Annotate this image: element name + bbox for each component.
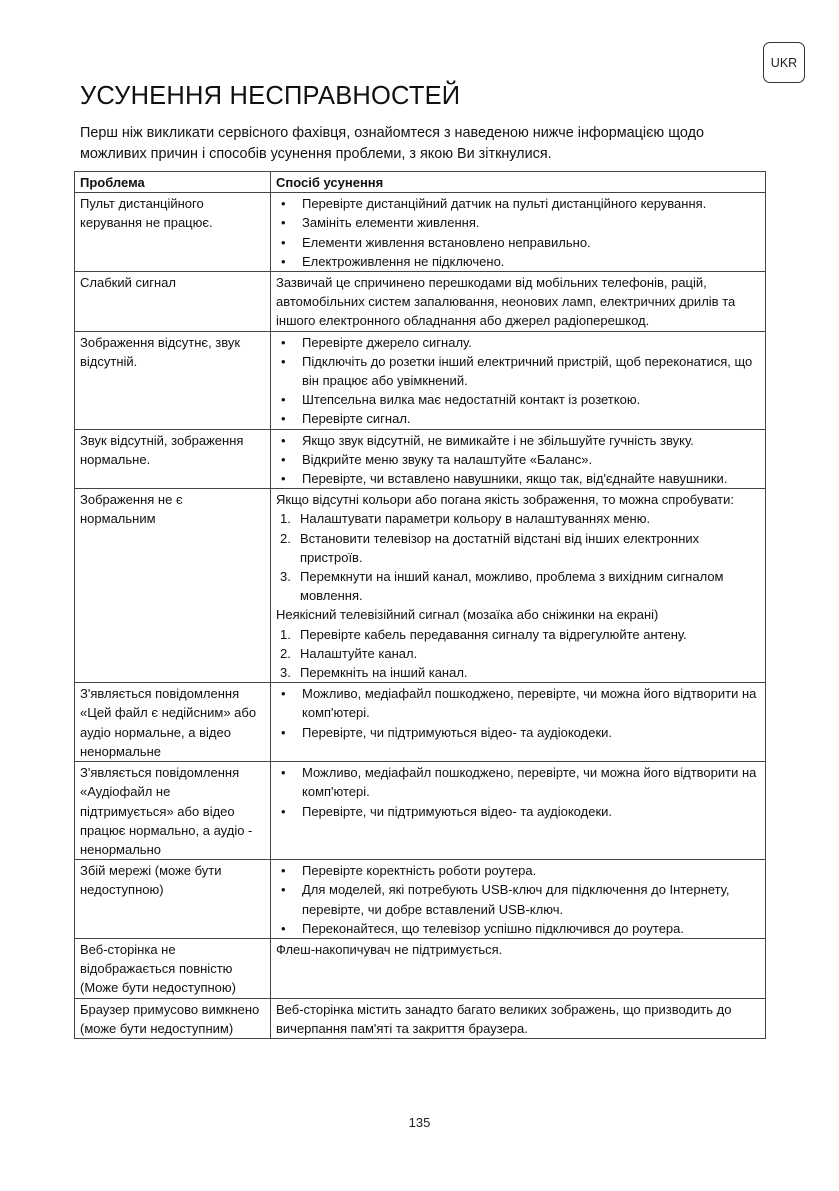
solution-cell: Веб-сторінка містить занадто багато великих зображень, що призводить до вичерпання пам'яті та закриття браузера. — [271, 998, 766, 1038]
list-item: 2. Налаштуйте канал. — [280, 645, 418, 661]
list-item: • Штепсельна вилка має недостатній контакт із розеткою. — [276, 390, 761, 409]
table-row — [75, 683, 766, 762]
table-header-row — [75, 172, 766, 193]
problem-cell: Зображення відсутнє, звук відсутній. — [75, 331, 271, 429]
troubleshooting-table — [74, 171, 766, 1039]
list-item: • Замініть елементи живлення. — [276, 213, 761, 232]
solution-cell — [271, 860, 766, 939]
list-item: • Перевірте сигнал. — [276, 409, 761, 428]
list-item: 1. Налаштувати параметри кольору в налаштуваннях меню. — [280, 511, 651, 527]
table-row — [75, 331, 766, 429]
problem-cell: З'являється повідомлення «Аудіофайл не підтримується» або відео працює нормально, а аудіо - ненормально — [75, 762, 271, 860]
table-row — [75, 762, 766, 860]
solution-list — [276, 333, 761, 429]
solution-list — [276, 763, 761, 821]
solution-list — [276, 861, 761, 938]
list-item: • Перевірте, чи підтримуються відео- та аудіокодеки. — [276, 723, 761, 742]
solution-list — [276, 194, 761, 271]
problem-cell: Збій мережі (може бути недоступною) — [75, 860, 271, 939]
table-row — [75, 429, 766, 489]
solution-cell: Зазвичай це спричинено перешкодами від мобільних телефонів, рацій, автомобільних систем запалювання, неонових ламп, електричних дрилів та іншого електронного обладнання або джерел радіоперешкод. — [271, 272, 766, 332]
list-item: • Можливо, медіафайл пошкоджено, перевірте, чи можна його відтворити на комп'ютері. — [276, 684, 761, 722]
solution-list — [276, 431, 761, 489]
solution-cell — [271, 683, 766, 762]
header-solution: Спосіб усунення — [271, 172, 766, 193]
list-item: • Підключіть до розетки інший електричний пристрій, щоб переконатися, що він працює або увімкнений. — [276, 352, 761, 390]
problem-cell: Пульт дистанційного керування не працює. — [75, 193, 271, 272]
table-row — [75, 938, 766, 998]
language-badge: UKR — [763, 42, 805, 83]
list-item: • Перевірте коректність роботи роутера. — [276, 861, 761, 880]
list-item: • Можливо, медіафайл пошкоджено, перевірте, чи можна його відтворити на комп'ютері. — [276, 763, 761, 801]
solution-steps — [276, 625, 761, 683]
list-item: 3. Перемкнути на інший канал, можливо, проблема з вихідним сигналом мовлення. — [280, 569, 724, 604]
problem-cell: Слабкий сигнал — [75, 272, 271, 332]
page-title: УСУНЕННЯ НЕСПРАВНОСТЕЙ — [80, 82, 461, 110]
header-problem: Проблема — [75, 172, 271, 193]
problem-cell: Веб-сторінка не відображається повністю (Може бути недоступною) — [75, 938, 271, 998]
list-item: • Відкрийте меню звуку та налаштуйте «Баланс». — [276, 450, 761, 469]
solution-cell — [271, 489, 766, 683]
table-row — [75, 193, 766, 272]
solution-intro: Неякісний телевізійний сигнал (мозаїка або сніжинки на екрані) — [276, 607, 659, 623]
list-item: • Перевірте дистанційний датчик на пульті дистанційного керування. — [276, 194, 761, 213]
table-row — [75, 272, 766, 332]
list-item: 3. Перемкніть на інший канал. — [280, 665, 468, 681]
list-item: • Для моделей, які потребують USB-ключ для підключення до Інтернету, перевірте, чи добре вставлений USB-ключ. — [276, 880, 761, 918]
problem-cell: З'являється повідомлення «Цей файл є недійсним» або аудіо нормальне, а відео ненормальне — [75, 683, 271, 762]
solution-steps — [276, 509, 761, 605]
list-item: 2. Встановити телевізор на достатній відстані від інших електронних пристроїв. — [280, 530, 700, 565]
page-number: 135 — [408, 1115, 431, 1130]
solution-list — [276, 684, 761, 742]
solution-intro: Якщо відсутні кольори або погана якість зображення, то можна спробувати: — [276, 492, 734, 508]
table-row — [75, 860, 766, 939]
list-item: • Переконайтеся, що телевізор успішно підключився до роутера. — [276, 919, 761, 938]
problem-cell: Браузер примусово вимкнено (може бути недоступним) — [75, 998, 271, 1038]
problem-cell: Звук відсутній, зображення нормальне. — [75, 429, 271, 489]
intro-paragraph: Перш ніж викликати сервісного фахівця, ознайомтеся з наведеною нижче інформацією щодо можливих причин і способів усунення проблеми, з якою Ви зіткнулися. — [80, 125, 704, 162]
solution-cell: Флеш-накопичувач не підтримується. — [271, 938, 766, 998]
list-item: • Елементи живлення встановлено неправильно. — [276, 233, 761, 252]
list-item: • Перевірте, чи вставлено навушники, якщо так, від'єднайте навушники. — [276, 469, 761, 488]
list-item: • Перевірте джерело сигналу. — [276, 333, 761, 352]
solution-cell — [271, 193, 766, 272]
solution-cell — [271, 762, 766, 860]
list-item: • Електроживлення не підключено. — [276, 252, 761, 271]
problem-cell: Зображення не є нормальним — [75, 489, 271, 683]
list-item: • Якщо звук відсутній, не вимикайте і не збільшуйте гучність звуку. — [276, 431, 761, 450]
table-row — [75, 489, 766, 683]
solution-cell — [271, 429, 766, 489]
solution-cell — [271, 331, 766, 429]
list-item: • Перевірте, чи підтримуються відео- та аудіокодеки. — [276, 802, 761, 821]
table-row — [75, 998, 766, 1038]
list-item: 1. Перевірте кабель передавання сигналу та відрегулюйте антену. — [280, 626, 687, 642]
